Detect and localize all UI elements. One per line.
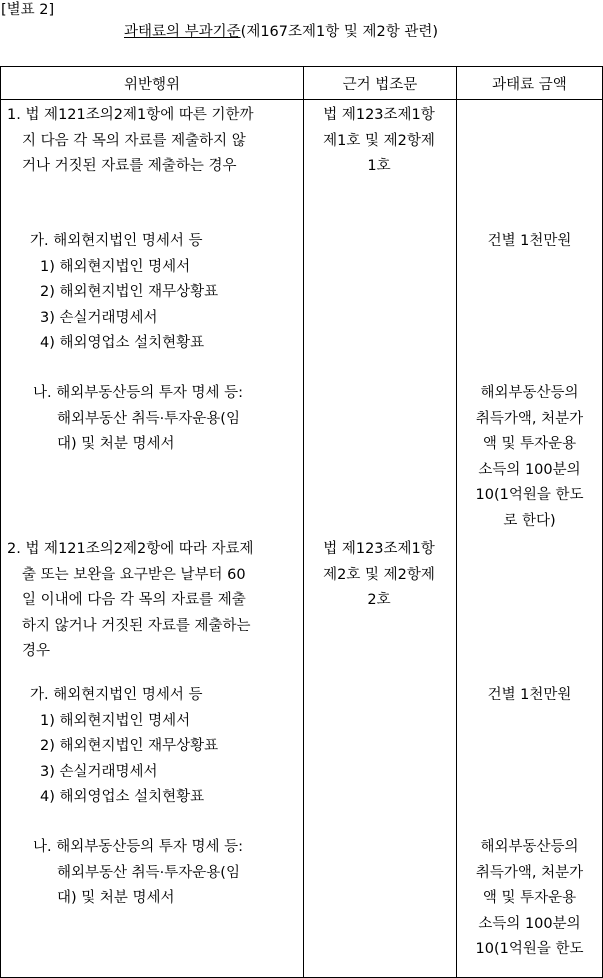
fine-line: 소득의 100분의 — [478, 461, 581, 478]
row1-a-fine: 건별 1천만원 — [487, 233, 572, 249]
row1-item-b — [33, 381, 243, 458]
row1-violation-line: 지 다음 각 목의 자료를 제출하지 않 — [22, 132, 246, 149]
row1-item-a — [30, 229, 218, 357]
fine-line: 액 및 투자운용 — [482, 890, 577, 906]
item-a-sub: 1) 해외현지법인 명세서 — [40, 712, 191, 729]
fine-line: 액 및 투자운용 — [482, 436, 577, 452]
row2-violation-line: 일 이내에 다음 각 목의 자료를 제출 — [22, 592, 246, 608]
fine-line: 로 한다) — [503, 512, 556, 529]
item-a-sub: 1) 해외현지법인 명세서 — [40, 258, 191, 275]
basis-line: 법 제123조제1항 — [323, 541, 435, 557]
row2-item-a — [30, 683, 218, 811]
row2-basis — [303, 537, 455, 614]
item-a-sub: 3) 손실거래명세서 — [40, 309, 158, 326]
row2-item-b — [33, 835, 243, 912]
row2-violation-line: 출 또는 보완을 요구받은 날부터 60 — [22, 566, 246, 583]
item-a-title: 가. 해외현지법인 명세서 등 — [30, 233, 203, 249]
item-b-line: 해외부동산 취득·투자운용(임 — [57, 410, 240, 427]
header-basis: 근거 법조문 — [304, 67, 457, 100]
fine-line: 10(1억원을 한도 — [475, 487, 584, 503]
row1-basis — [303, 103, 455, 180]
item-a-title: 가. 해외현지법인 명세서 등 — [30, 687, 203, 703]
item-a-sub: 2) 해외현지법인 재무상황표 — [40, 738, 219, 754]
fine-line: 10(1억원을 한도 — [475, 941, 584, 957]
item-b-line: 대) 및 처분 명세서 — [57, 890, 175, 906]
fine-line: 해외부동산등의 — [480, 839, 579, 855]
fine-line: 해외부동산등의 — [480, 385, 579, 401]
row2-violation-line: 2. 법 제121조의2제2항에 따라 자료제 — [7, 541, 254, 557]
header-violation: 위반행위 — [1, 67, 304, 100]
row1-violation-line: 거나 거짓된 자료를 제출하는 경우 — [22, 158, 237, 174]
item-a-sub: 3) 손실거래명세서 — [40, 763, 158, 780]
basis-line: 법 제123조제1항 — [323, 107, 435, 123]
fine-line: 취득가액, 처분가 — [475, 410, 584, 427]
basis-line: 2호 — [367, 592, 391, 608]
row2-b-fine — [456, 835, 603, 963]
item-a-sub: 4) 해외영업소 설치현황표 — [40, 789, 205, 805]
basis-line: 제2호 및 제2항제 — [323, 566, 435, 583]
document-title — [124, 25, 438, 40]
header-fine: 과태료 금액 — [457, 67, 603, 100]
row1-b-fine — [456, 381, 603, 534]
item-b-title: 나. 해외부동산등의 투자 명세 등: — [33, 839, 244, 855]
title-reference: (제167조제1항 및 제2항 관련) — [240, 24, 439, 40]
item-b-line: 대) 및 처분 명세서 — [57, 436, 175, 452]
fine-line: 취득가액, 처분가 — [475, 864, 584, 881]
item-b-line: 해외부동산 취득·투자운용(임 — [57, 864, 240, 881]
item-a-sub: 4) 해외영업소 설치현황표 — [40, 335, 205, 351]
row2-violation-line: 경우 — [22, 643, 51, 659]
annex-label: [별표 2] — [1, 2, 55, 18]
item-a-sub: 2) 해외현지법인 재무상황표 — [40, 284, 219, 300]
row1-violation — [7, 103, 253, 180]
header-row — [1, 67, 603, 100]
row2-violation — [7, 537, 253, 665]
basis-line: 제1호 및 제2항제 — [323, 132, 435, 149]
item-b-title: 나. 해외부동산등의 투자 명세 등: — [33, 385, 244, 401]
basis-line: 1호 — [367, 158, 391, 174]
fine-line: 소득의 100분의 — [478, 915, 581, 932]
row2-violation-line: 하지 않거나 거짓된 자료를 제출하는 — [22, 617, 251, 634]
row2-a-fine: 건별 1천만원 — [487, 687, 572, 703]
row1-violation-line: 1. 법 제121조의2제1항에 따른 기한까 — [7, 107, 254, 123]
title-main: 과태료의 부과기준 — [124, 24, 241, 40]
